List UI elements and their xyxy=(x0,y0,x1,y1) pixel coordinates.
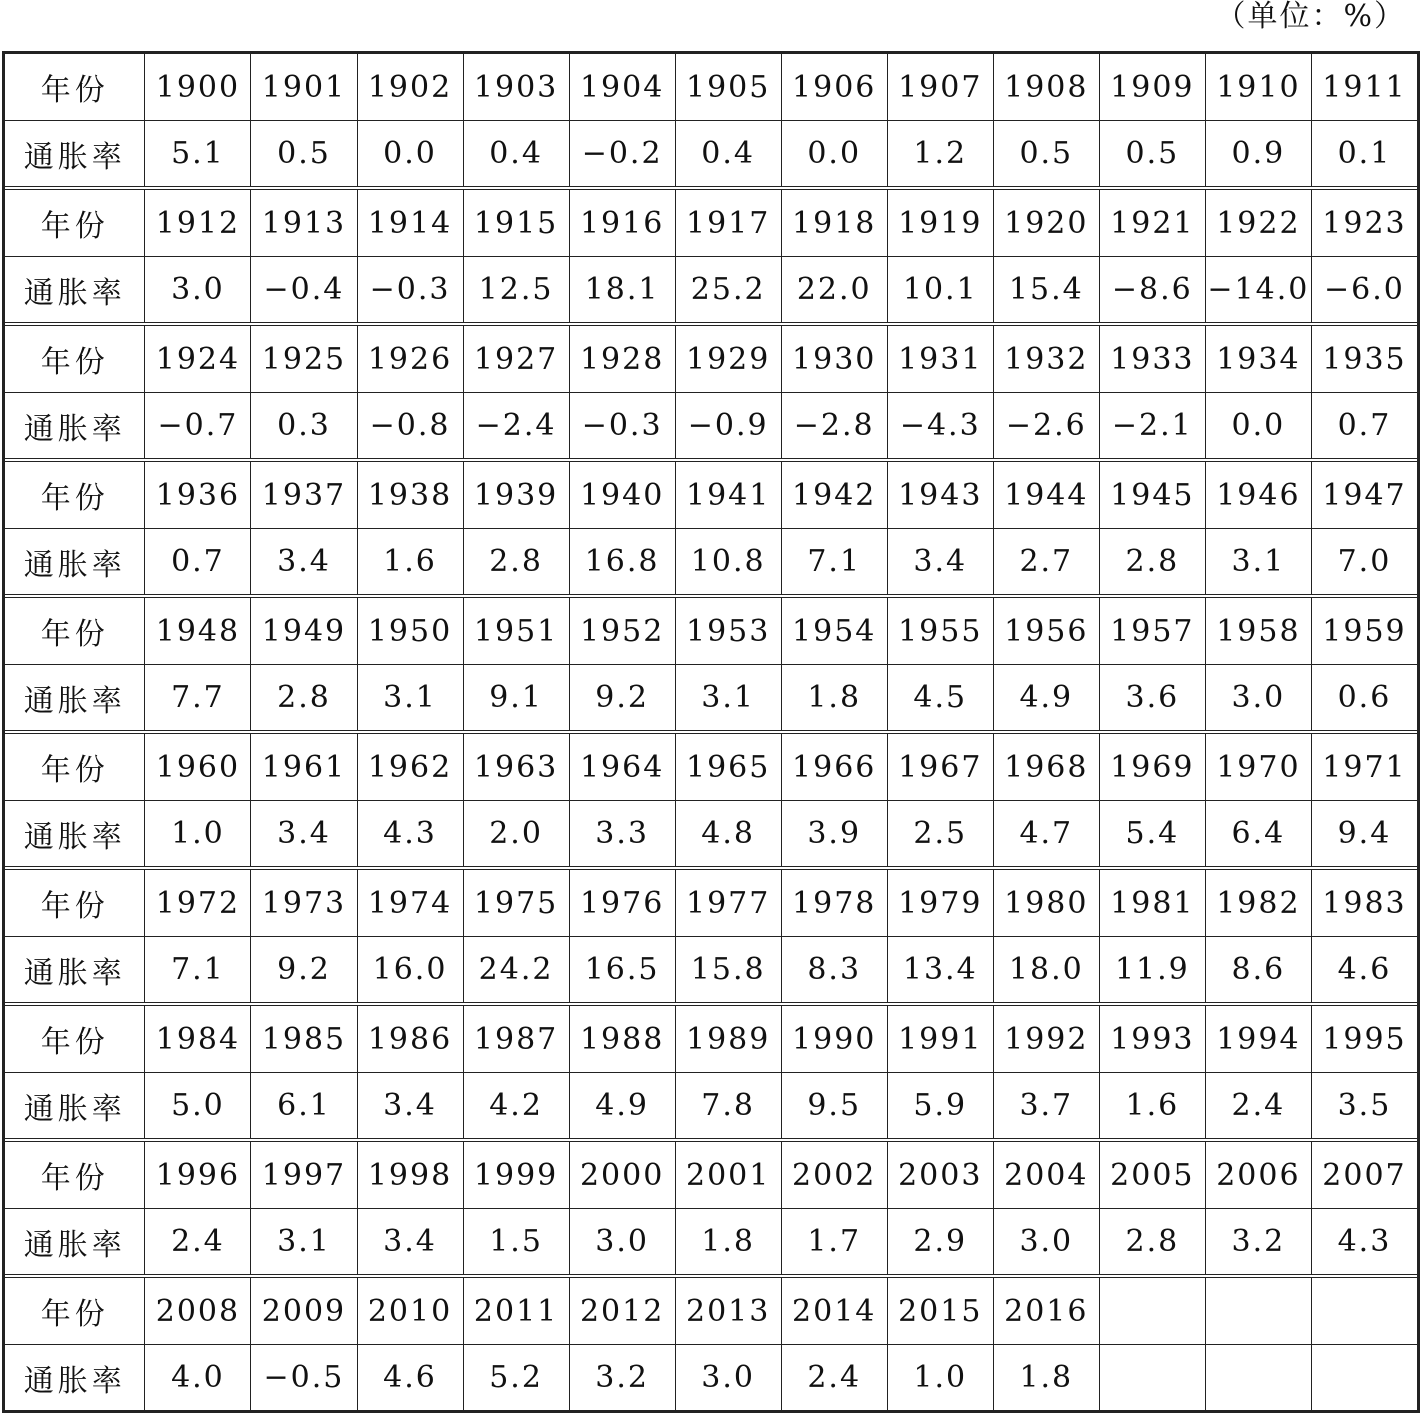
year-cell: 1919 xyxy=(887,190,993,256)
year-cell: 1940 xyxy=(569,462,675,528)
year-row xyxy=(5,1142,1417,1208)
rate-row xyxy=(5,120,1417,186)
rate-cell: 3.0 xyxy=(569,1209,675,1274)
rate-label: 通胀率 xyxy=(23,1227,126,1263)
year-cell: 1918 xyxy=(781,190,887,256)
rate-cell: 9.1 xyxy=(463,665,569,730)
rate-cell: 6.1 xyxy=(250,1073,356,1138)
year-cell: 1968 xyxy=(993,734,1099,800)
year-cell: 1948 xyxy=(144,598,250,664)
year-cell: 1939 xyxy=(463,462,569,528)
table-block xyxy=(5,866,1417,1002)
year-cell: 1946 xyxy=(1205,462,1311,528)
year-cell: 1965 xyxy=(675,734,781,800)
year-cell: 1974 xyxy=(357,870,463,936)
year-row xyxy=(5,1278,1417,1344)
rate-cell: 18.0 xyxy=(993,937,1099,1002)
rate-cell: 25.2 xyxy=(675,257,781,322)
rate-cell: 3.0 xyxy=(675,1345,781,1410)
year-cell: 1923 xyxy=(1311,190,1417,256)
year-cell: 1969 xyxy=(1099,734,1205,800)
rate-cell: 2.9 xyxy=(887,1209,993,1274)
rate-cell: 9.4 xyxy=(1311,801,1417,866)
year-cell: 1996 xyxy=(144,1142,250,1208)
year-cell: 1904 xyxy=(569,54,675,120)
rate-cell: 0.6 xyxy=(1311,665,1417,730)
rate-row xyxy=(5,1208,1417,1274)
rate-label: 通胀率 xyxy=(23,411,126,447)
table-block xyxy=(5,186,1417,322)
year-label: 年份 xyxy=(40,345,109,380)
year-cell: 1979 xyxy=(887,870,993,936)
rate-row xyxy=(5,800,1417,866)
rate-cell: 3.4 xyxy=(887,529,993,594)
rate-cell: 1.8 xyxy=(993,1345,1099,1410)
rate-cell: 0.3 xyxy=(250,393,356,458)
year-cell: 1911 xyxy=(1311,54,1417,120)
year-cell: 2005 xyxy=(1099,1142,1205,1208)
rate-cell: 5.0 xyxy=(144,1073,250,1138)
rate-cell: 4.7 xyxy=(993,801,1099,866)
rate-cell: 4.5 xyxy=(887,665,993,730)
year-cell: 1922 xyxy=(1205,190,1311,256)
year-label: 年份 xyxy=(40,617,109,652)
rate-cell: 22.0 xyxy=(781,257,887,322)
year-cell: 1971 xyxy=(1311,734,1417,800)
year-cell: 1915 xyxy=(463,190,569,256)
year-cell: 1980 xyxy=(993,870,1099,936)
rate-row xyxy=(5,392,1417,458)
year-cell: 2010 xyxy=(357,1278,463,1344)
rate-cell: 2.5 xyxy=(887,801,993,866)
year-cell: 1958 xyxy=(1205,598,1311,664)
year-cell: 1907 xyxy=(887,54,993,120)
year-cell: 1945 xyxy=(1099,462,1205,528)
year-cell: 2013 xyxy=(675,1278,781,1344)
rate-cell: 2.8 xyxy=(463,529,569,594)
year-row xyxy=(5,1006,1417,1072)
year-cell: 1970 xyxy=(1205,734,1311,800)
rate-cell: 16.0 xyxy=(357,937,463,1002)
rate-cell: 18.1 xyxy=(569,257,675,322)
rate-cell: 1.6 xyxy=(1099,1073,1205,1138)
rate-cell: 2.0 xyxy=(463,801,569,866)
year-cell: 1917 xyxy=(675,190,781,256)
rate-cell: 2.4 xyxy=(781,1345,887,1410)
rate-cell: 15.8 xyxy=(675,937,781,1002)
rate-cell: 4.6 xyxy=(357,1345,463,1410)
rate-cell: 1.8 xyxy=(675,1209,781,1274)
year-cell: 1975 xyxy=(463,870,569,936)
rate-cell: 1.0 xyxy=(887,1345,993,1410)
rate-cell: 0.4 xyxy=(463,121,569,186)
year-cell: 1912 xyxy=(144,190,250,256)
rate-cell: 4.3 xyxy=(1311,1209,1417,1274)
rate-cell: 3.1 xyxy=(675,665,781,730)
year-cell: 1977 xyxy=(675,870,781,936)
year-label: 年份 xyxy=(40,753,109,788)
rate-cell: 8.6 xyxy=(1205,937,1311,1002)
unit-label: （单位：%） xyxy=(1215,0,1406,34)
year-row xyxy=(5,462,1417,528)
year-cell: 1936 xyxy=(144,462,250,528)
rate-cell: 4.6 xyxy=(1311,937,1417,1002)
year-cell: 1972 xyxy=(144,870,250,936)
year-cell: 1935 xyxy=(1311,326,1417,392)
rate-cell: 9.5 xyxy=(781,1073,887,1138)
rate-cell: 7.1 xyxy=(781,529,887,594)
rate-cell: 0.0 xyxy=(1205,393,1311,458)
year-cell: 1981 xyxy=(1099,870,1205,936)
year-row xyxy=(5,54,1417,120)
year-cell: 1929 xyxy=(675,326,781,392)
year-cell: 1984 xyxy=(144,1006,250,1072)
rate-cell: −0.5 xyxy=(250,1345,356,1410)
rate-cell: 5.4 xyxy=(1099,801,1205,866)
year-label: 年份 xyxy=(40,209,109,244)
rate-cell: −0.3 xyxy=(357,257,463,322)
table-block xyxy=(5,1002,1417,1138)
rate-cell: 1.6 xyxy=(357,529,463,594)
table-block xyxy=(5,730,1417,866)
rate-cell: −14.0 xyxy=(1205,257,1311,322)
year-label: 年份 xyxy=(40,481,109,516)
rate-cell: 3.4 xyxy=(250,529,356,594)
year-cell: 1998 xyxy=(357,1142,463,1208)
year-cell: 1933 xyxy=(1099,326,1205,392)
year-cell: 2011 xyxy=(463,1278,569,1344)
rate-cell: 3.1 xyxy=(250,1209,356,1274)
rate-cell: 13.4 xyxy=(887,937,993,1002)
year-cell: 1961 xyxy=(250,734,356,800)
table-block xyxy=(5,1138,1417,1274)
year-label: 年份 xyxy=(40,73,109,108)
rate-row xyxy=(5,1072,1417,1138)
rate-cell: −2.8 xyxy=(781,393,887,458)
rate-cell xyxy=(1099,1345,1205,1410)
rate-cell: −0.9 xyxy=(675,393,781,458)
rate-cell: 0.0 xyxy=(357,121,463,186)
year-cell: 1982 xyxy=(1205,870,1311,936)
year-cell: 1963 xyxy=(463,734,569,800)
rate-label: 通胀率 xyxy=(23,1363,126,1399)
rate-cell: 24.2 xyxy=(463,937,569,1002)
year-cell: 2009 xyxy=(250,1278,356,1344)
rate-cell: 3.7 xyxy=(993,1073,1099,1138)
rate-cell: 3.3 xyxy=(569,801,675,866)
rate-cell: 0.5 xyxy=(1099,121,1205,186)
year-cell: 1964 xyxy=(569,734,675,800)
year-cell: 1949 xyxy=(250,598,356,664)
year-row xyxy=(5,326,1417,392)
rate-cell: −0.2 xyxy=(569,121,675,186)
rate-cell: 2.8 xyxy=(250,665,356,730)
year-cell: 1908 xyxy=(993,54,1099,120)
rate-row xyxy=(5,1344,1417,1410)
year-cell: 1925 xyxy=(250,326,356,392)
rate-label: 通胀率 xyxy=(23,955,126,991)
year-cell: 1990 xyxy=(781,1006,887,1072)
rate-cell: −2.6 xyxy=(993,393,1099,458)
rate-cell: 3.0 xyxy=(1205,665,1311,730)
rate-cell: 8.3 xyxy=(781,937,887,1002)
year-cell: 1967 xyxy=(887,734,993,800)
rate-cell: 0.5 xyxy=(993,121,1099,186)
rate-cell: 5.9 xyxy=(887,1073,993,1138)
year-cell: 1952 xyxy=(569,598,675,664)
year-cell: 2001 xyxy=(675,1142,781,1208)
rate-cell: 9.2 xyxy=(569,665,675,730)
rate-label: 通胀率 xyxy=(23,1091,126,1127)
year-row xyxy=(5,190,1417,256)
year-row xyxy=(5,734,1417,800)
year-cell: 1947 xyxy=(1311,462,1417,528)
rate-cell: 0.9 xyxy=(1205,121,1311,186)
rate-label: 通胀率 xyxy=(23,139,126,175)
year-cell: 2015 xyxy=(887,1278,993,1344)
year-cell: 1942 xyxy=(781,462,887,528)
rate-cell: −8.6 xyxy=(1099,257,1205,322)
year-cell: 1928 xyxy=(569,326,675,392)
year-cell: 2012 xyxy=(569,1278,675,1344)
year-cell: 1962 xyxy=(357,734,463,800)
year-cell: 1988 xyxy=(569,1006,675,1072)
rate-row xyxy=(5,936,1417,1002)
rate-cell: 1.0 xyxy=(144,801,250,866)
rate-row xyxy=(5,528,1417,594)
rate-cell: 3.0 xyxy=(144,257,250,322)
year-cell xyxy=(1205,1278,1311,1344)
year-cell: 1916 xyxy=(569,190,675,256)
year-cell: 1994 xyxy=(1205,1006,1311,1072)
rate-cell: 4.9 xyxy=(569,1073,675,1138)
year-cell: 1951 xyxy=(463,598,569,664)
year-cell: 1987 xyxy=(463,1006,569,1072)
rate-label: 通胀率 xyxy=(23,819,126,855)
year-cell: 1909 xyxy=(1099,54,1205,120)
inflation-table xyxy=(2,51,1420,1413)
rate-cell: −4.3 xyxy=(887,393,993,458)
year-cell: 1930 xyxy=(781,326,887,392)
rate-cell: 16.5 xyxy=(569,937,675,1002)
year-row xyxy=(5,598,1417,664)
year-cell xyxy=(1099,1278,1205,1344)
rate-cell: 2.4 xyxy=(144,1209,250,1274)
year-cell: 1966 xyxy=(781,734,887,800)
year-cell: 1905 xyxy=(675,54,781,120)
rate-cell: 3.4 xyxy=(250,801,356,866)
rate-cell: 0.1 xyxy=(1311,121,1417,186)
year-cell: 1920 xyxy=(993,190,1099,256)
rate-cell: −0.7 xyxy=(144,393,250,458)
rate-cell: −0.4 xyxy=(250,257,356,322)
year-cell xyxy=(1311,1278,1417,1344)
rate-cell: 9.2 xyxy=(250,937,356,1002)
rate-cell: −6.0 xyxy=(1311,257,1417,322)
rate-cell: 4.2 xyxy=(463,1073,569,1138)
year-cell: 2006 xyxy=(1205,1142,1311,1208)
year-cell: 1983 xyxy=(1311,870,1417,936)
rate-cell: 3.1 xyxy=(357,665,463,730)
year-cell: 1991 xyxy=(887,1006,993,1072)
rate-cell: 11.9 xyxy=(1099,937,1205,1002)
rate-label: 通胀率 xyxy=(23,547,126,583)
year-cell: 1950 xyxy=(357,598,463,664)
rate-cell: −0.3 xyxy=(569,393,675,458)
rate-cell: −0.8 xyxy=(357,393,463,458)
rate-cell: 0.4 xyxy=(675,121,781,186)
rate-cell: 3.4 xyxy=(357,1209,463,1274)
year-label: 年份 xyxy=(40,1297,109,1332)
rate-cell: 1.5 xyxy=(463,1209,569,1274)
rate-cell: 2.8 xyxy=(1099,1209,1205,1274)
year-cell: 2008 xyxy=(144,1278,250,1344)
rate-cell: 7.0 xyxy=(1311,529,1417,594)
year-cell: 1941 xyxy=(675,462,781,528)
rate-cell: 16.8 xyxy=(569,529,675,594)
rate-cell: 5.1 xyxy=(144,121,250,186)
year-cell: 1954 xyxy=(781,598,887,664)
rate-cell: 3.6 xyxy=(1099,665,1205,730)
rate-cell: 2.4 xyxy=(1205,1073,1311,1138)
rate-cell: 15.4 xyxy=(993,257,1099,322)
year-cell: 2007 xyxy=(1311,1142,1417,1208)
rate-cell: 10.8 xyxy=(675,529,781,594)
rate-cell: 7.8 xyxy=(675,1073,781,1138)
year-cell: 1932 xyxy=(993,326,1099,392)
year-cell: 1910 xyxy=(1205,54,1311,120)
rate-cell xyxy=(1205,1345,1311,1410)
year-cell: 1997 xyxy=(250,1142,356,1208)
year-cell: 1900 xyxy=(144,54,250,120)
year-label: 年份 xyxy=(40,1161,109,1196)
year-cell: 1989 xyxy=(675,1006,781,1072)
rate-cell: 2.8 xyxy=(1099,529,1205,594)
year-cell: 1938 xyxy=(357,462,463,528)
year-cell: 1999 xyxy=(463,1142,569,1208)
year-cell: 1906 xyxy=(781,54,887,120)
year-cell: 1921 xyxy=(1099,190,1205,256)
table-block xyxy=(5,54,1417,186)
year-cell: 2003 xyxy=(887,1142,993,1208)
rate-cell: 1.2 xyxy=(887,121,993,186)
year-cell: 2016 xyxy=(993,1278,1099,1344)
table-block xyxy=(5,1274,1417,1410)
rate-cell: 10.1 xyxy=(887,257,993,322)
year-cell: 1953 xyxy=(675,598,781,664)
year-cell: 1924 xyxy=(144,326,250,392)
rate-cell: 0.0 xyxy=(781,121,887,186)
year-label: 年份 xyxy=(40,1025,109,1060)
year-cell: 1901 xyxy=(250,54,356,120)
rate-label: 通胀率 xyxy=(23,275,126,311)
rate-cell: 3.9 xyxy=(781,801,887,866)
rate-cell: 3.2 xyxy=(1205,1209,1311,1274)
year-cell: 1944 xyxy=(993,462,1099,528)
year-cell: 1978 xyxy=(781,870,887,936)
rate-cell: 4.9 xyxy=(993,665,1099,730)
table-block xyxy=(5,594,1417,730)
table-block xyxy=(5,458,1417,594)
year-cell: 1960 xyxy=(144,734,250,800)
year-cell: 2002 xyxy=(781,1142,887,1208)
year-cell: 1934 xyxy=(1205,326,1311,392)
rate-cell: 3.2 xyxy=(569,1345,675,1410)
year-cell: 1943 xyxy=(887,462,993,528)
year-cell: 1986 xyxy=(357,1006,463,1072)
rate-cell: 4.0 xyxy=(144,1345,250,1410)
year-row xyxy=(5,870,1417,936)
rate-cell: 0.5 xyxy=(250,121,356,186)
year-cell: 1993 xyxy=(1099,1006,1205,1072)
year-cell: 1903 xyxy=(463,54,569,120)
rate-cell: 3.4 xyxy=(357,1073,463,1138)
year-cell: 1902 xyxy=(357,54,463,120)
year-cell: 1995 xyxy=(1311,1006,1417,1072)
year-cell: 1957 xyxy=(1099,598,1205,664)
year-cell: 1973 xyxy=(250,870,356,936)
rate-cell: 3.0 xyxy=(993,1209,1099,1274)
rate-cell: 0.7 xyxy=(144,529,250,594)
rate-cell: 3.1 xyxy=(1205,529,1311,594)
year-cell: 1956 xyxy=(993,598,1099,664)
year-cell: 1955 xyxy=(887,598,993,664)
rate-row xyxy=(5,256,1417,322)
rate-cell: 2.7 xyxy=(993,529,1099,594)
year-cell: 1959 xyxy=(1311,598,1417,664)
rate-cell: −2.1 xyxy=(1099,393,1205,458)
year-cell: 1914 xyxy=(357,190,463,256)
rate-cell: 7.7 xyxy=(144,665,250,730)
rate-cell: 7.1 xyxy=(144,937,250,1002)
rate-row xyxy=(5,664,1417,730)
rate-cell xyxy=(1311,1345,1417,1410)
rate-cell: 0.7 xyxy=(1311,393,1417,458)
year-cell: 1931 xyxy=(887,326,993,392)
year-cell: 1927 xyxy=(463,326,569,392)
year-cell: 1985 xyxy=(250,1006,356,1072)
year-cell: 1926 xyxy=(357,326,463,392)
year-cell: 1937 xyxy=(250,462,356,528)
year-label: 年份 xyxy=(40,889,109,924)
year-cell: 2014 xyxy=(781,1278,887,1344)
year-cell: 1976 xyxy=(569,870,675,936)
rate-cell: 1.7 xyxy=(781,1209,887,1274)
rate-cell: 3.5 xyxy=(1311,1073,1417,1138)
year-cell: 1992 xyxy=(993,1006,1099,1072)
rate-cell: 5.2 xyxy=(463,1345,569,1410)
rate-cell: 12.5 xyxy=(463,257,569,322)
year-cell: 1913 xyxy=(250,190,356,256)
rate-cell: 4.8 xyxy=(675,801,781,866)
rate-cell: 6.4 xyxy=(1205,801,1311,866)
year-cell: 2000 xyxy=(569,1142,675,1208)
rate-cell: 4.3 xyxy=(357,801,463,866)
rate-label: 通胀率 xyxy=(23,683,126,719)
rate-cell: 1.8 xyxy=(781,665,887,730)
table-block xyxy=(5,322,1417,458)
rate-cell: −2.4 xyxy=(463,393,569,458)
year-cell: 2004 xyxy=(993,1142,1099,1208)
